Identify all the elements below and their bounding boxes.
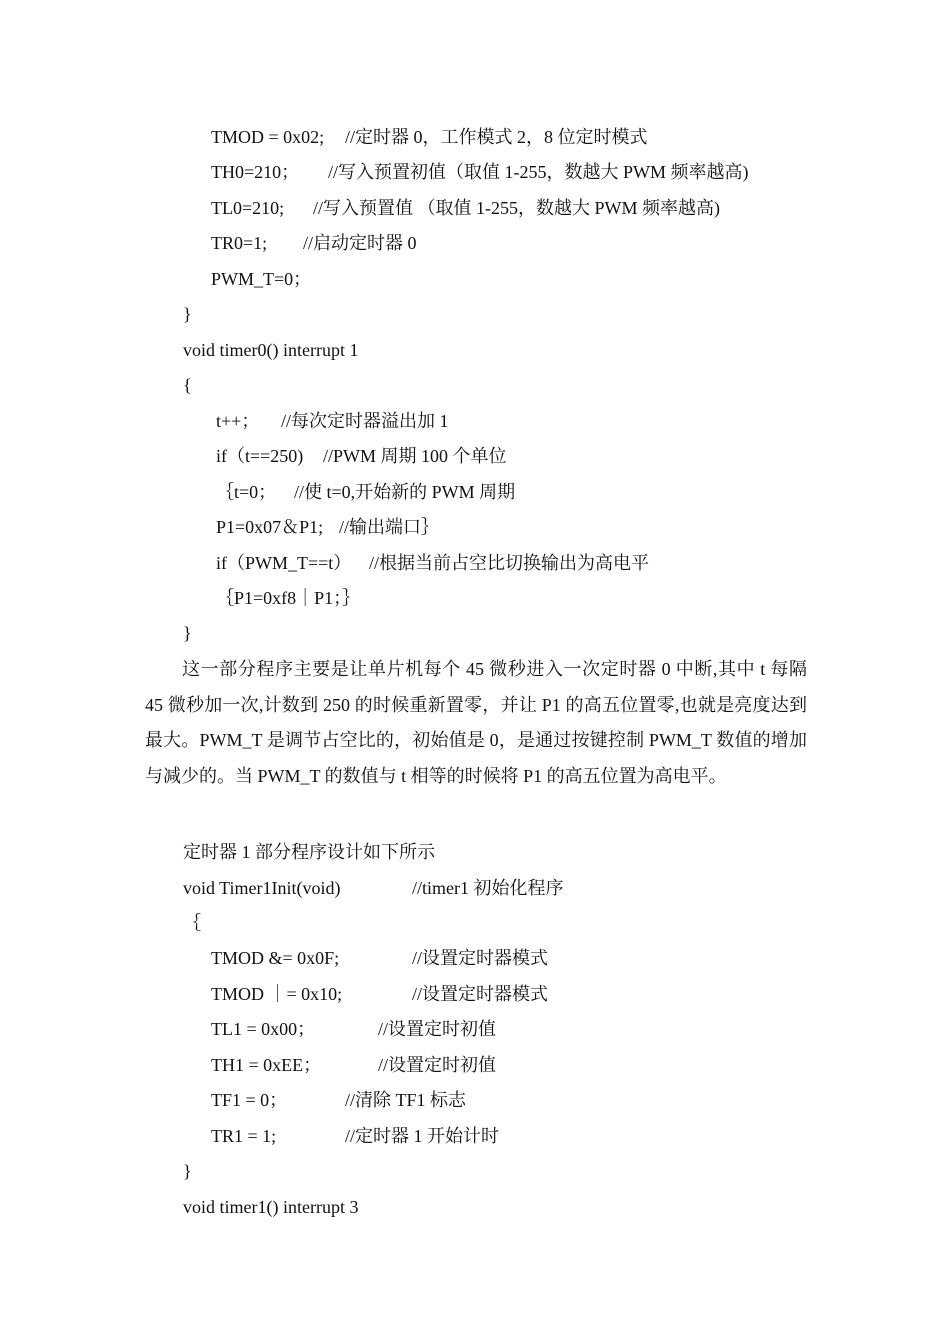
code-line: if（PWM_T==t）: [216, 553, 352, 573]
code-comment: //设置定时初值: [378, 1055, 497, 1075]
code-comment: //每次定时器溢出加 1: [281, 411, 449, 431]
code-comment: //设置定时器模式: [412, 948, 549, 968]
code-comment: //写入预置初值（取值 1-255，数越大 PWM 频率越高): [328, 162, 749, 182]
code-line: void timer0() interrupt 1: [183, 340, 359, 360]
code-comment: //启动定时器 0: [303, 233, 417, 253]
code-comment: //设置定时初值: [378, 1019, 497, 1039]
code-comment: //timer1 初始化程序: [412, 878, 564, 898]
code-line: TR0=1;: [211, 233, 268, 253]
code-line: if（t==250): [216, 446, 304, 466]
code-line: ｛t=0；: [216, 482, 277, 502]
code-comment: //根据当前占空比切换输出为高电平: [369, 553, 650, 573]
code-line: }: [183, 623, 192, 643]
code-line: TF1 = 0；: [211, 1090, 288, 1110]
code-comment: //定时器 1 开始计时: [345, 1126, 500, 1146]
code-comment: //定时器 0，工作模式 2，8 位定时模式: [345, 127, 648, 147]
code-comment: //PWM 周期 100 个单位: [323, 446, 507, 466]
code-comment: //写入预置值 （取值 1-255，数越大 PWM 频率越高): [313, 198, 720, 218]
code-line: }: [183, 1161, 192, 1181]
code-line: t++；: [216, 411, 260, 431]
code-line: TMOD &= 0x0F;: [211, 948, 340, 968]
code-line: TMOD = 0x02;: [211, 127, 325, 147]
code-comment: //设置定时器模式: [412, 984, 549, 1004]
code-line: }: [183, 304, 192, 324]
code-line: void timer1() interrupt 3: [183, 1197, 359, 1217]
code-line: TH0=210；: [211, 162, 300, 182]
section-intro: 定时器 1 部分程序设计如下所示: [183, 842, 435, 862]
code-line: PWM_T=0；: [211, 269, 312, 289]
code-line: TH1 = 0xEE；: [211, 1055, 322, 1075]
code-line: ｛: [183, 913, 201, 933]
code-comment: //输出端口｝: [339, 517, 440, 537]
code-comment: //使 t=0,开始新的 PWM 周期: [294, 482, 516, 502]
code-line: TL0=210;: [211, 198, 285, 218]
code-line: void Timer1Init(void): [183, 878, 341, 898]
code-line: TMOD ｜= 0x10;: [211, 984, 343, 1004]
code-line: TR1 = 1;: [211, 1126, 277, 1146]
code-line: TL1 = 0x00；: [211, 1019, 316, 1039]
code-line: {: [183, 375, 192, 395]
body-paragraph: 这一部分程序主要是让单片机每个 45 微秒进入一次定时器 0 中断,其中 t 每隔 45 微秒加一次,计数到 250 的时候重新置零，并让 P1 的高五位置零,也就是亮度达到最大。PWM_T 是调节占空比的，初始值是 0，是通过按键控制 PWM_T 数值的增加与减少的。当 PWM_T 的数值与 t 相等的时候将 P1 的高五位置为高电平。: [145, 659, 807, 786]
code-line: ｛P1=0xf8｜P1；｝: [216, 588, 361, 608]
code-comment: //清除 TF1 标志: [345, 1090, 467, 1110]
code-line: P1=0x07＆P1;: [216, 517, 324, 537]
